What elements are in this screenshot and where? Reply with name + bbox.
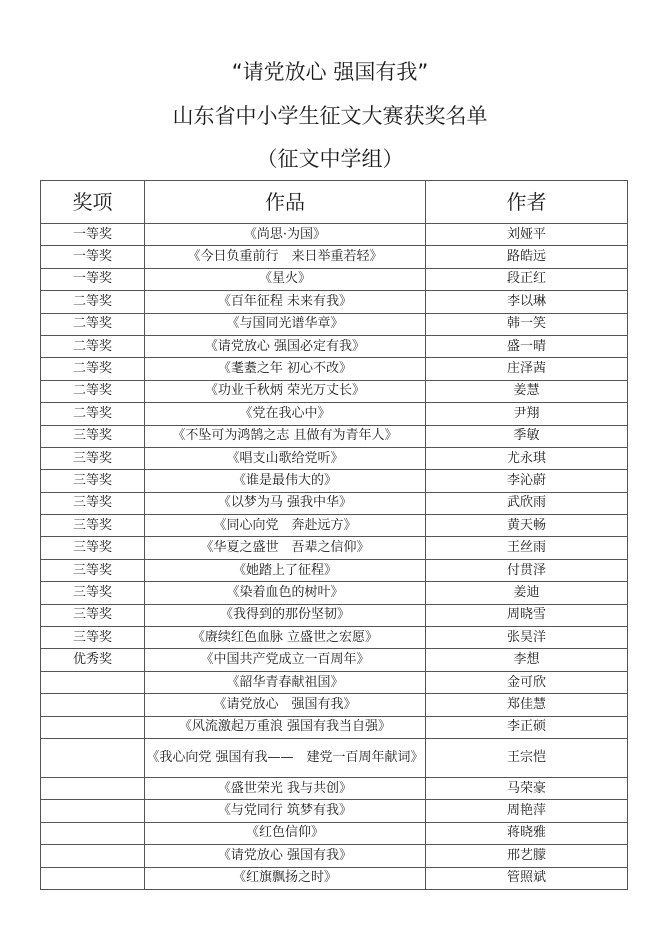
work-cell: 《同心向党 奔赴远方》 <box>145 515 426 537</box>
author-cell: 付贯泽 <box>426 559 628 581</box>
table-row <box>41 559 628 581</box>
author-cell: 王丝雨 <box>426 537 628 559</box>
table-row <box>41 822 628 844</box>
work-cell: 《唱支山歌给党听》 <box>145 447 426 469</box>
award-cell: 二等奖 <box>41 358 145 380</box>
work-cell: 《不坠可为鸿鹄之志 且做有为青年人》 <box>145 425 426 447</box>
author-cell: 周晓雪 <box>426 604 628 626</box>
table-row <box>41 845 628 867</box>
author-cell: 李想 <box>426 649 628 671</box>
table-row <box>41 447 628 469</box>
table-row <box>41 716 628 738</box>
table-row <box>41 492 628 514</box>
award-cell: 三等奖 <box>41 447 145 469</box>
author-cell: 段正红 <box>426 268 628 290</box>
header-author: 作者 <box>426 181 628 224</box>
award-cell: 三等奖 <box>41 470 145 492</box>
table-row <box>41 515 628 537</box>
award-cell: 优秀奖 <box>41 649 145 671</box>
author-cell: 管照斌 <box>426 867 628 889</box>
author-cell: 盛一晴 <box>426 335 628 357</box>
award-cell <box>41 694 145 716</box>
author-cell: 马荣豪 <box>426 777 628 799</box>
table-row <box>41 425 628 447</box>
author-cell: 蒋晓雅 <box>426 822 628 844</box>
table-row <box>41 800 628 822</box>
author-cell: 张昊洋 <box>426 627 628 649</box>
work-cell: 《与党同行 筑梦有我》 <box>145 800 426 822</box>
table-row <box>41 268 628 290</box>
author-cell: 路皓远 <box>426 246 628 268</box>
table-row <box>41 224 628 246</box>
table-row <box>41 604 628 626</box>
work-cell: 《中国共产党成立一百周年》 <box>145 649 426 671</box>
table-header-row <box>41 181 628 224</box>
award-cell: 三等奖 <box>41 559 145 581</box>
author-cell: 王宗恺 <box>426 738 628 777</box>
work-cell: 《功业千秋炳 荣光万丈长》 <box>145 380 426 402</box>
work-cell: 《谁是最伟大的》 <box>145 470 426 492</box>
table-row <box>41 671 628 693</box>
work-cell: 《我心向党 强国有我—— 建党一百周年献词》 <box>145 738 426 777</box>
author-cell: 刘娅平 <box>426 224 628 246</box>
award-cell: 二等奖 <box>41 403 145 425</box>
award-cell: 三等奖 <box>41 425 145 447</box>
work-cell: 《党在我心中》 <box>145 403 426 425</box>
header-award: 奖项 <box>41 181 145 224</box>
author-cell: 郑佳慧 <box>426 694 628 716</box>
work-cell: 《她踏上了征程》 <box>145 559 426 581</box>
author-cell: 姜慧 <box>426 380 628 402</box>
work-cell: 《以梦为马 强我中华》 <box>145 492 426 514</box>
table-row <box>41 403 628 425</box>
table-row <box>41 380 628 402</box>
award-cell: 二等奖 <box>41 380 145 402</box>
work-cell: 《星火》 <box>145 268 426 290</box>
table-row <box>41 627 628 649</box>
award-cell: 二等奖 <box>41 313 145 335</box>
work-cell: 《华夏之盛世 吾辈之信仰》 <box>145 537 426 559</box>
author-cell: 武欣雨 <box>426 492 628 514</box>
work-cell: 《百年征程 未来有我》 <box>145 291 426 313</box>
award-cell: 三等奖 <box>41 582 145 604</box>
award-cell <box>41 845 145 867</box>
author-cell: 季敏 <box>426 425 628 447</box>
award-cell: 三等奖 <box>41 515 145 537</box>
title-line-2: 山东省中小学生征文大赛获奖名单 <box>172 104 488 128</box>
author-cell: 李以琳 <box>426 291 628 313</box>
author-cell: 姜迪 <box>426 582 628 604</box>
table-body <box>41 224 628 890</box>
author-cell: 李沁蔚 <box>426 470 628 492</box>
table-row <box>41 313 628 335</box>
work-cell: 《风流激起万重浪 强国有我当自强》 <box>145 716 426 738</box>
table-row <box>41 246 628 268</box>
author-cell: 邢艺朦 <box>426 845 628 867</box>
work-cell: 《盛世荣光 我与共创》 <box>145 777 426 799</box>
work-cell: 《红旗飘扬之时》 <box>145 867 426 889</box>
award-cell: 三等奖 <box>41 627 145 649</box>
award-cell <box>41 777 145 799</box>
author-cell: 尤永琪 <box>426 447 628 469</box>
work-cell: 《耄耋之年 初心不改》 <box>145 358 426 380</box>
award-cell: 一等奖 <box>41 224 145 246</box>
award-cell: 一等奖 <box>41 268 145 290</box>
author-cell: 庄泽茜 <box>426 358 628 380</box>
award-cell: 一等奖 <box>41 246 145 268</box>
award-cell <box>41 671 145 693</box>
work-cell: 《请党放心 强国必定有我》 <box>145 335 426 357</box>
work-cell: 《我得到的那份坚韧》 <box>145 604 426 626</box>
work-cell: 《染着血色的树叶》 <box>145 582 426 604</box>
table-row <box>41 694 628 716</box>
work-cell: 《韶华青春献祖国》 <box>145 671 426 693</box>
header-work: 作品 <box>145 181 426 224</box>
award-cell: 二等奖 <box>41 335 145 357</box>
work-cell: 《与国同光谱华章》 <box>145 313 426 335</box>
table-row <box>41 358 628 380</box>
work-cell: 《请党放心 强国有我》 <box>145 845 426 867</box>
table-row <box>41 537 628 559</box>
table-row <box>41 777 628 799</box>
award-cell: 二等奖 <box>41 291 145 313</box>
award-cell <box>41 716 145 738</box>
table-row <box>41 649 628 671</box>
author-cell: 尹翔 <box>426 403 628 425</box>
title-line-3: （征文中学组） <box>256 147 404 171</box>
table-row <box>41 867 628 889</box>
work-cell: 《今日负重前行 来日举重若轻》 <box>145 246 426 268</box>
award-cell <box>41 867 145 889</box>
award-cell <box>41 822 145 844</box>
author-cell: 周艳萍 <box>426 800 628 822</box>
work-cell: 《赓续红色血脉 立盛世之宏愿》 <box>145 627 426 649</box>
title-line-1: “请党放心 强国有我” <box>231 60 429 84</box>
table-row <box>41 582 628 604</box>
work-cell: 《请党放心 强国有我》 <box>145 694 426 716</box>
work-cell: 《红色信仰》 <box>145 822 426 844</box>
award-cell: 三等奖 <box>41 492 145 514</box>
award-table <box>40 180 628 890</box>
award-cell: 三等奖 <box>41 604 145 626</box>
author-cell: 李正硕 <box>426 716 628 738</box>
author-cell: 金可欣 <box>426 671 628 693</box>
work-cell: 《尚思·为国》 <box>145 224 426 246</box>
table-row <box>41 470 628 492</box>
award-cell: 三等奖 <box>41 537 145 559</box>
author-cell: 韩一笑 <box>426 313 628 335</box>
table-row <box>41 335 628 357</box>
award-cell <box>41 738 145 777</box>
author-cell: 黄天畅 <box>426 515 628 537</box>
table-row <box>41 291 628 313</box>
table-row <box>41 738 628 777</box>
award-cell <box>41 800 145 822</box>
